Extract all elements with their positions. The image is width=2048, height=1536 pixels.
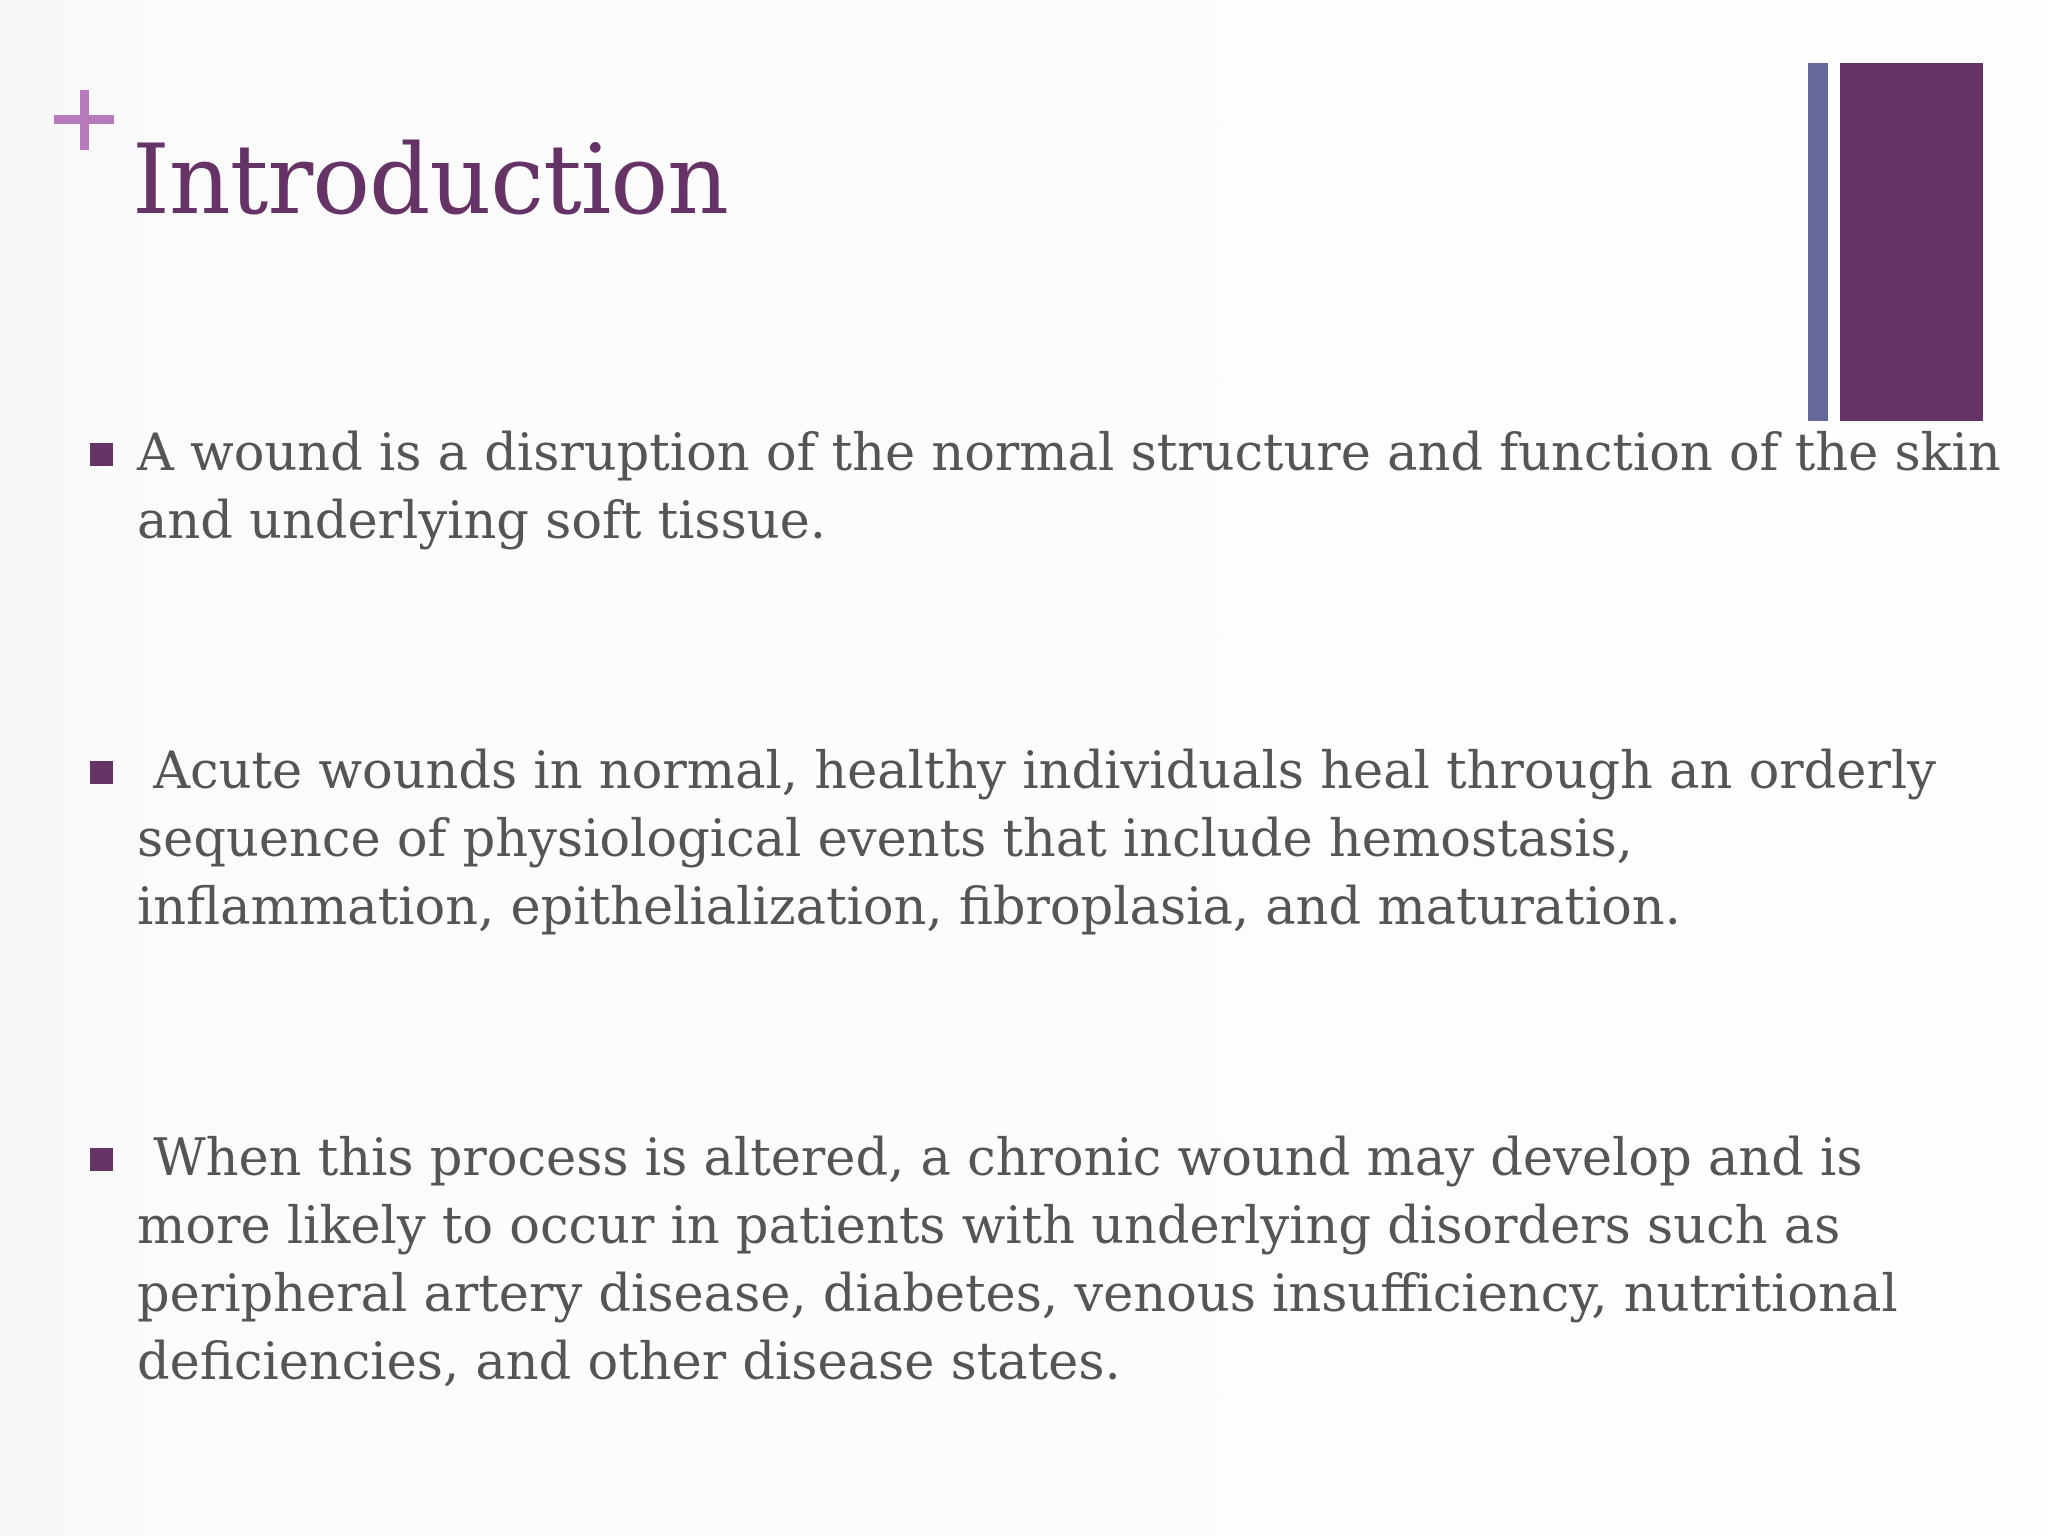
- bullet-text: [137, 1125, 2007, 1397]
- bullet-line: more likely to occur in patients with underlying disorders such as: [137, 1197, 1841, 1256]
- bullet-line: A wound is a disruption of the normal structure and function of the skin: [137, 424, 2001, 483]
- bullet-text: [137, 738, 2007, 942]
- bullet-line: When this process is altered, a chronic wound may develop and is: [137, 1129, 1863, 1188]
- bullet-line: peripheral artery disease, diabetes, venous insufficiency, nutritional: [137, 1265, 1898, 1324]
- square-bullet-icon: [90, 443, 113, 466]
- bullet-line: inflammation, epithelialization, fibroplasia, and maturation.: [137, 878, 1681, 937]
- bullet-line: deficiencies, and other disease states.: [137, 1333, 1121, 1392]
- square-bullet-icon: [90, 761, 113, 784]
- plus-icon: [54, 90, 114, 150]
- accent-bar-thin: [1808, 63, 1828, 421]
- bullet-line: and underlying soft tissue.: [137, 492, 826, 551]
- slide-title: Introduction: [132, 124, 728, 236]
- bullet-text: [137, 420, 2007, 556]
- accent-bar-thick: [1840, 63, 1983, 421]
- bullet-line: sequence of physiological events that include hemostasis,: [137, 810, 1633, 869]
- bullet-line: Acute wounds in normal, healthy individuals heal through an orderly: [137, 742, 1936, 801]
- square-bullet-icon: [90, 1148, 113, 1171]
